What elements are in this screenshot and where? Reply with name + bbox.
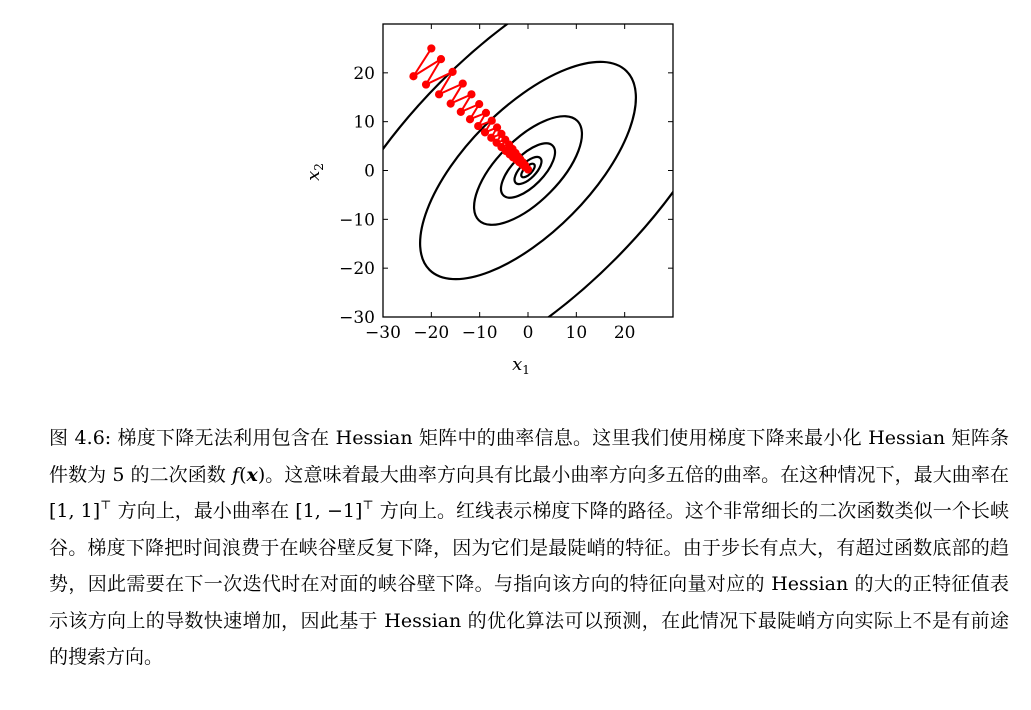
path-point: [468, 91, 475, 98]
path-point: [422, 81, 429, 88]
path-point: [447, 100, 454, 107]
path-point: [457, 108, 464, 115]
path-point: [475, 122, 482, 129]
axis-ticks: [339, 24, 673, 343]
x-tick-label: −30: [365, 323, 401, 343]
path-point: [476, 100, 483, 107]
gradient-descent-path: [410, 45, 532, 173]
x-tick-label: 10: [565, 323, 588, 343]
y-tick-label: −30: [339, 308, 375, 328]
path-point: [459, 80, 466, 87]
path-point: [488, 117, 495, 124]
path-point: [449, 68, 456, 75]
caption-text-3: 方向上，最小曲率在: [117, 500, 290, 522]
y-tick-label: −10: [339, 210, 375, 231]
path-point: [482, 109, 489, 116]
path-point: [437, 56, 444, 63]
x-tick-label: 0: [522, 323, 534, 343]
caption-math-function: f(x): [232, 463, 266, 486]
path-point: [524, 166, 531, 173]
caption-text-4: 方向上。红线表示梯度下降的路径。这个非常细长的二次函数类似一个长峡谷。梯度下降把时间浪费于在峡谷壁反复下降，因为它们是最陡峭的特征。由于步长有点大，有超过函数底部的趋势，因此需要在下一次迭代时在对面的峡谷壁下降。与指向该方向的特征向量对应的 Hessian 的大的正特征值表示该方向上的导数快速增加，因此基于 Hessian 的优化算法可以预测，在此情况下最陡峭方向实际上不是有前途的搜索方向。: [49, 500, 1009, 668]
figure-caption: [49, 420, 1009, 676]
y-axis-label: $x_2$: [303, 163, 326, 181]
caption-text-2: 。这意味着最大曲率方向具有比最小曲率方向多五倍的曲率。在这种情况下，最大曲率在: [265, 463, 1010, 486]
y-tick-label: 10: [353, 112, 375, 133]
caption-label: 图 4.6:: [49, 427, 112, 449]
path-point: [428, 45, 435, 52]
path-point: [410, 73, 417, 80]
path-point: [493, 124, 500, 131]
x-tick-label: 20: [613, 323, 636, 343]
caption-text-1: 梯度下降无法利用包含在 Hessian 矩阵中的曲率信息。这里我们使用梯度下降来最小化 Hessian 矩阵条件数为 5 的二次函数: [49, 427, 1009, 486]
caption-math-vector-min: [1, −1]⊤: [295, 498, 374, 522]
x-tick-label: −20: [413, 323, 450, 343]
path-point: [481, 129, 488, 136]
y-tick-label: 0: [364, 161, 375, 182]
caption-math-vector-max: [1, 1]⊤: [49, 498, 112, 522]
path-point: [466, 116, 473, 123]
y-tick-label: 20: [353, 63, 375, 84]
path-point: [435, 91, 442, 98]
x-axis-label: $x_1$: [512, 354, 530, 377]
x-tick-label: −10: [461, 323, 498, 343]
y-tick-label: −20: [339, 259, 375, 280]
